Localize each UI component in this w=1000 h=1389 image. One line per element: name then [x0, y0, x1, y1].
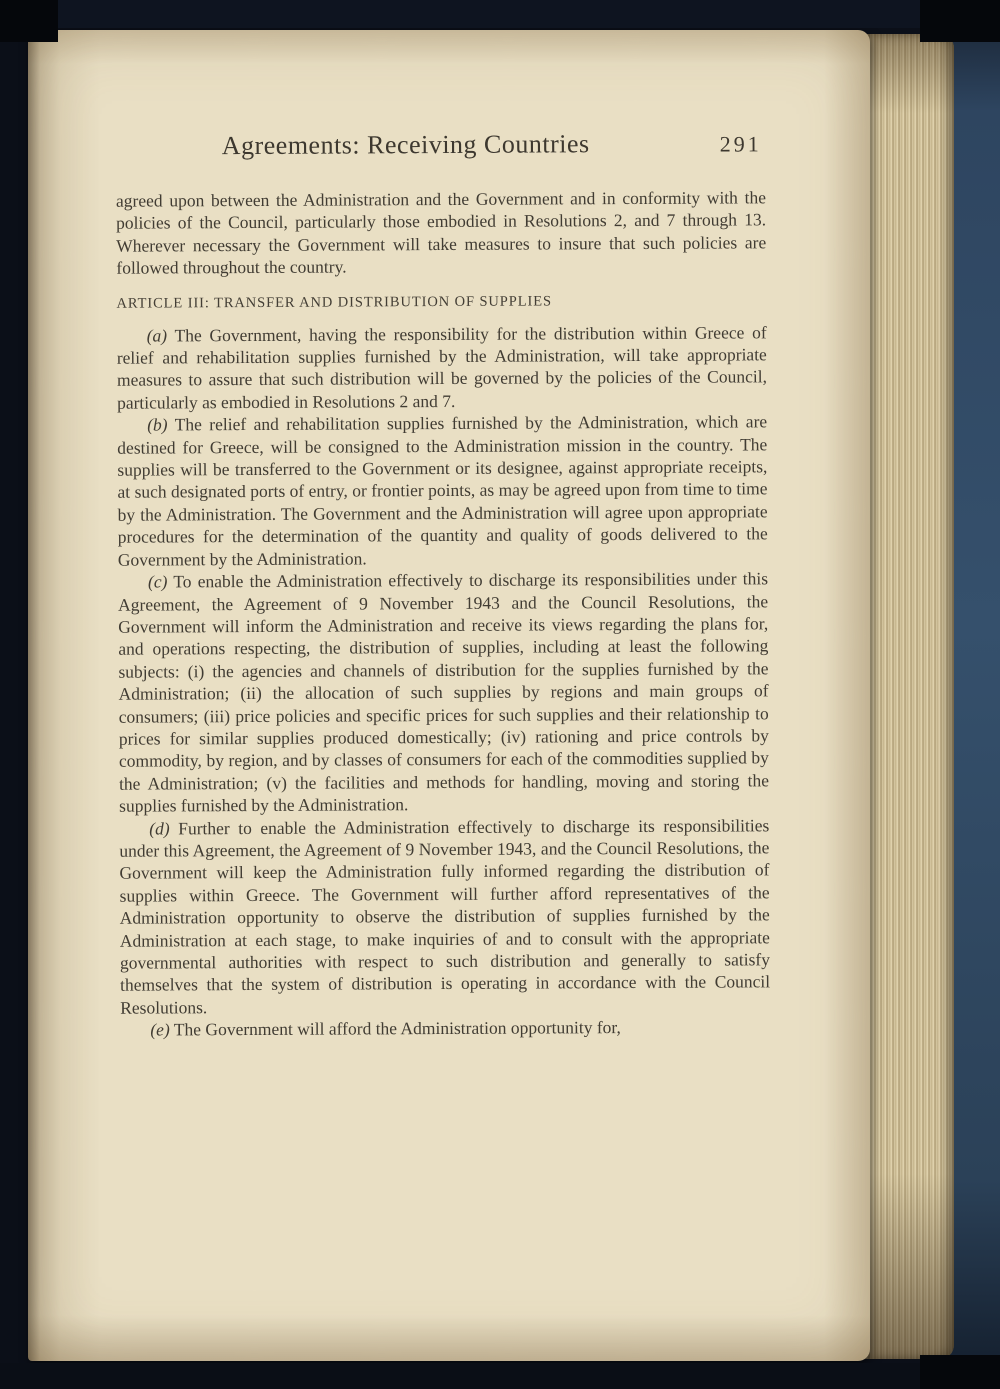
top-left-corner	[0, 0, 58, 42]
page-number: 291	[719, 131, 762, 157]
paragraph-a-text: The Government, having the responsibility for the distribution within Greece of relief and rehabilitation supplies furnished by the Administration, will take appropriate measures to assure that such distribution will be governed by the policies of the Council, particularly as embodied in Resolutions 2 and 7.	[116, 321, 767, 413]
paragraph-e-text: The Government will afford the Administration opportunity for,	[173, 1017, 621, 1040]
paragraph-b-label: (b)	[147, 414, 168, 435]
paragraph-b	[117, 411, 768, 571]
page-text-block	[116, 128, 771, 1041]
article-heading: ARTICLE III: TRANSFER AND DISTRIBUTION OF SUPPLIES	[116, 293, 552, 312]
paragraph-e-label: (e)	[150, 1019, 170, 1040]
paragraph-continuation: agreed upon between the Administration and the Government and in conformity with the policies of the Council, particularly those embodied in Resolutions 2, and 7 through 13. Wherever necessary the Government will take measures to insure that such policies are followed throughout the country.	[115, 187, 767, 278]
paragraph-e	[120, 1016, 770, 1042]
paragraph-a-label: (a)	[146, 325, 168, 346]
book-page	[28, 30, 870, 1361]
running-header	[116, 128, 766, 171]
paragraph-c-label: (c)	[147, 571, 168, 592]
bottom-band	[0, 1363, 1000, 1389]
top-right-corner	[920, 0, 1000, 42]
paragraph-b-text: The relief and rehabilitation supplies furnished by the Administration, which are destined for Greece, will be consigned to the Administration mission in the country. The supplies will be transferred to the Government or its designee, against appropriate receipts, at such designated ports of entry, or frontier points, as may be agreed upon from time to time by the Administration. The Government and the Administration will agree upon appropriate procedures for the determination of the quantity and quality of goods delivered to the Government by the Administration.	[117, 411, 768, 570]
paragraph-d	[119, 814, 770, 1019]
paragraph-d-text: Further to enable the Administration effectively to discharge its responsibilities under this Agreement, the Agreement of 9 November 1943, and the Council Resolutions, the Government will keep the Administration fully informed regarding the distribution of supplies within Greece. The Government will further afford representatives of the Administration opportunity to observe the distribution of supplies furnished by the Administration at each stage, to make inquiries of and to consult with the appropriate governmental authorities with respect to such distribution and generally to satisfy themselves that the system of distribution is operating in accordance with the Council Resolutions.	[119, 814, 771, 1018]
paragraph-c-text: To enable the Administration effectively to discharge its responsibilities under this Agreement, the Agreement of 9 November 1943 and the Council Resolutions, the Government will inform the Administration and receive its views regarding the plans for, and operations respecting, the distribution of supplies, including at least the following subjects: (i) the agencies and channels of distribution for the supplies furnished by the Administration; (ii) the allocation of such supplies by regions and main groups of consumers; (iii) price policies and specific prices for such supplies and their relationship to prices for similar supplies produced domestically; (iv) rationing and price controls by commodity, by region, and by classes of consumers for each of the commodities supplied by the Administration; (v) the facilities and methods for handling, moving and storing the supplies furnished by the Administration.	[118, 568, 770, 816]
top-band	[0, 0, 1000, 28]
bottom-right-corner	[920, 1355, 1000, 1389]
paragraph-a	[117, 321, 767, 414]
paragraph-c	[118, 567, 769, 817]
running-title: Agreements: Receiving Countries	[221, 129, 590, 161]
paragraph-d-label: (d)	[149, 817, 170, 839]
